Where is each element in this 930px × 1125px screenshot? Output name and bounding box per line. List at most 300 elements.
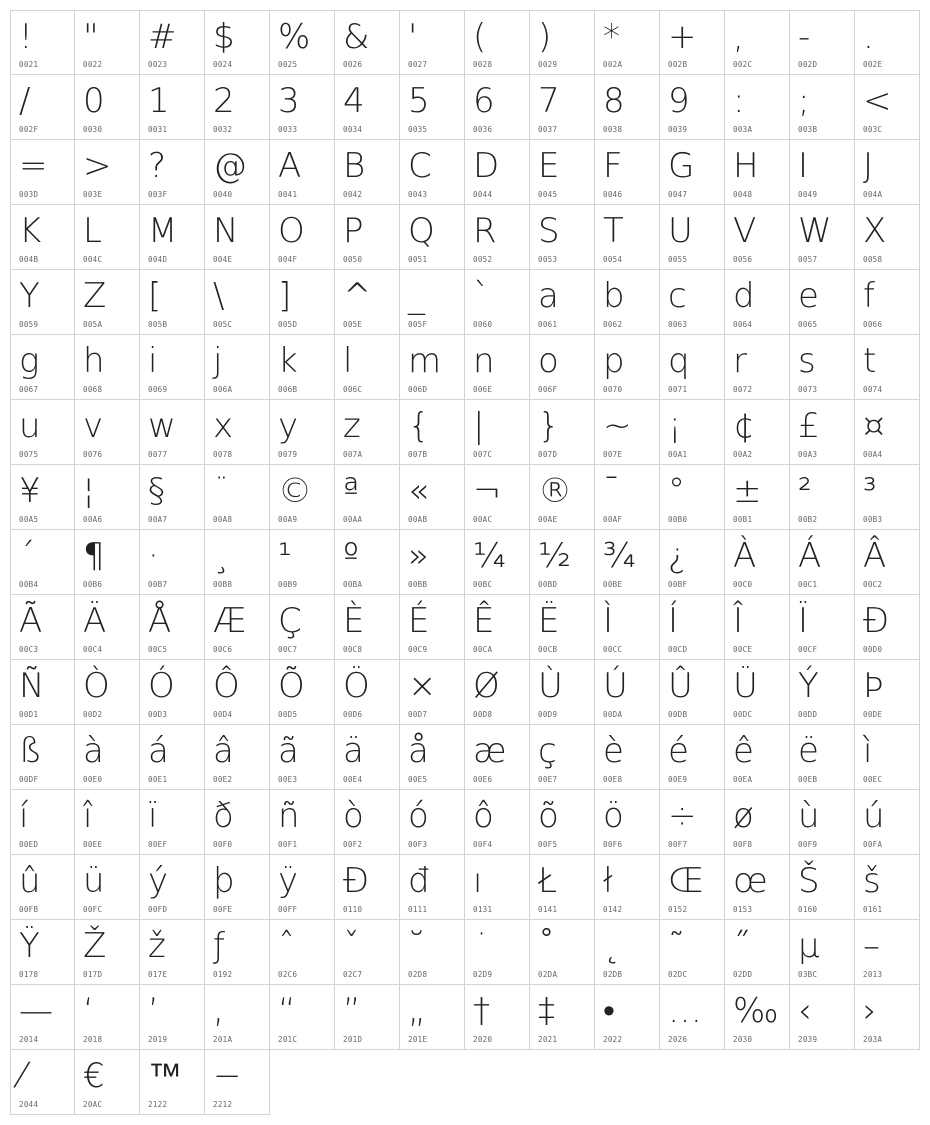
glyph-cell	[205, 725, 270, 790]
glyph-cell	[270, 725, 335, 790]
glyph-code: 00AB	[408, 515, 428, 524]
glyph-char: –	[863, 926, 880, 966]
glyph-char: 7	[538, 81, 560, 121]
glyph-char: ö	[603, 796, 624, 836]
glyph-code: 20AC	[83, 1100, 103, 1109]
glyph-char: €	[83, 1056, 105, 1096]
glyph-cell	[530, 335, 595, 400]
glyph-cell	[140, 75, 205, 140]
glyph-cell	[790, 400, 855, 465]
glyph-code: 2021	[538, 1035, 558, 1044]
glyph-code: 00AF	[603, 515, 623, 524]
glyph-code: 0063	[668, 320, 688, 329]
glyph-char: á	[148, 731, 169, 771]
glyph-char: '	[408, 17, 418, 57]
glyph-cell	[855, 725, 920, 790]
glyph-char: A	[278, 146, 302, 186]
glyph-code: 00E7	[538, 775, 558, 784]
glyph-char: ³	[863, 471, 877, 511]
glyph-code: 00C8	[343, 645, 363, 654]
glyph-code: 0047	[668, 190, 688, 199]
glyph-char: ¼	[473, 536, 506, 576]
glyph-char: n	[473, 341, 495, 381]
glyph-cell	[790, 530, 855, 595]
glyph-char: N	[213, 211, 239, 251]
glyph-cell	[10, 335, 75, 400]
glyph-char: i	[148, 341, 158, 381]
glyph-char: î	[83, 796, 93, 836]
glyph-char: #	[148, 17, 177, 57]
glyph-char: I	[798, 146, 809, 186]
glyph-cell	[465, 205, 530, 270]
glyph-code: 00FF	[278, 905, 298, 914]
glyph-code: 0037	[538, 125, 558, 134]
glyph-char: ™	[148, 1056, 182, 1096]
glyph-cell	[530, 985, 595, 1050]
glyph-char: Ł	[538, 861, 558, 901]
glyph-char: c	[668, 276, 687, 316]
glyph-cell	[10, 205, 75, 270]
glyph-code: 2026	[668, 1035, 688, 1044]
glyph-char: C	[408, 146, 432, 186]
glyph-char: .	[863, 17, 874, 57]
glyph-cell	[660, 205, 725, 270]
glyph-cell	[855, 855, 920, 920]
glyph-char: B	[343, 146, 366, 186]
glyph-char: ~	[603, 406, 632, 446]
glyph-char: Ý	[798, 666, 819, 706]
glyph-code: 00F8	[733, 840, 753, 849]
glyph-char: ˘	[408, 926, 425, 966]
glyph-char: Ì	[603, 601, 614, 641]
glyph-char: y	[278, 406, 299, 446]
glyph-char: *	[603, 17, 620, 57]
glyph-char: Đ	[343, 861, 370, 901]
glyph-code: 0050	[343, 255, 363, 264]
glyph-code: 006B	[278, 385, 298, 394]
glyph-code: 0044	[473, 190, 493, 199]
glyph-code: 00F3	[408, 840, 428, 849]
glyph-cell	[10, 270, 75, 335]
glyph-code: 0077	[148, 450, 168, 459]
glyph-char: Z	[83, 276, 107, 316]
glyph-code: 0025	[278, 60, 298, 69]
glyph-code: 00B0	[668, 515, 688, 524]
glyph-code: 02DB	[603, 970, 623, 979]
glyph-char: «	[408, 471, 429, 511]
glyph-char: ®	[538, 471, 572, 511]
glyph-code: 00F1	[278, 840, 298, 849]
glyph-code: 00BC	[473, 580, 493, 589]
glyph-char: U	[668, 211, 693, 251]
glyph-cell	[335, 75, 400, 140]
glyph-code: 0064	[733, 320, 753, 329]
glyph-char: ”	[343, 991, 361, 1031]
glyph-code: 2013	[863, 970, 883, 979]
glyph-code: 00C2	[863, 580, 883, 589]
glyph-char: \	[213, 276, 225, 316]
glyph-code: 00FC	[83, 905, 103, 914]
glyph-char: $	[213, 17, 235, 57]
glyph-code: 0022	[83, 60, 103, 69]
glyph-code: 00A3	[798, 450, 818, 459]
glyph-code: 00C9	[408, 645, 428, 654]
glyph-char: š	[863, 861, 881, 901]
glyph-code: 00D1	[19, 710, 39, 719]
glyph-char: ¾	[603, 536, 636, 576]
glyph-char: Ž	[83, 926, 107, 966]
glyph-code: 0046	[603, 190, 623, 199]
glyph-code: 2212	[213, 1100, 233, 1109]
glyph-cell	[790, 660, 855, 725]
glyph-cell	[530, 855, 595, 920]
glyph-char: -	[798, 17, 811, 57]
glyph-cell	[270, 335, 335, 400]
glyph-char: ¥	[19, 471, 41, 511]
glyph-char: à	[83, 731, 104, 771]
glyph-cell	[855, 270, 920, 335]
glyph-code: 00F5	[538, 840, 558, 849]
glyph-code: 0048	[733, 190, 753, 199]
glyph-cell	[335, 270, 400, 335]
glyph-cell	[595, 140, 660, 205]
glyph-cell	[725, 140, 790, 205]
glyph-char: ł	[603, 861, 613, 901]
glyph-char: q	[668, 341, 690, 381]
glyph-code: 00EC	[863, 775, 883, 784]
glyph-cell	[400, 920, 465, 985]
glyph-cell	[75, 530, 140, 595]
glyph-char: u	[19, 406, 41, 446]
glyph-cell	[75, 140, 140, 205]
glyph-code: 003C	[863, 125, 883, 134]
glyph-cell	[335, 205, 400, 270]
glyph-cell	[725, 790, 790, 855]
glyph-cell	[205, 920, 270, 985]
glyph-char: O	[278, 211, 305, 251]
glyph-code: 005C	[213, 320, 233, 329]
glyph-cell	[725, 465, 790, 530]
glyph-code: 0068	[83, 385, 103, 394]
glyph-code: 00B9	[278, 580, 298, 589]
glyph-code: 2044	[19, 1100, 39, 1109]
glyph-char: ¡	[668, 406, 682, 446]
glyph-cell	[595, 725, 660, 790]
glyph-cell	[205, 985, 270, 1050]
glyph-cell	[855, 335, 920, 400]
glyph-char: í	[19, 796, 29, 836]
glyph-cell	[660, 790, 725, 855]
glyph-cell	[75, 790, 140, 855]
glyph-cell	[530, 725, 595, 790]
glyph-code: 004B	[19, 255, 39, 264]
glyph-char: ˝	[733, 926, 750, 966]
glyph-char: 0	[83, 81, 105, 121]
glyph-code: 00F6	[603, 840, 623, 849]
glyph-char: —	[19, 991, 53, 1031]
glyph-cell	[270, 855, 335, 920]
glyph-code: 0079	[278, 450, 298, 459]
glyph-char: º	[343, 536, 360, 576]
glyph-code: 00A1	[668, 450, 688, 459]
glyph-code: 00B3	[863, 515, 883, 524]
glyph-code: 007E	[603, 450, 623, 459]
glyph-cell	[335, 660, 400, 725]
glyph-cell	[335, 725, 400, 790]
glyph-char: J	[863, 146, 874, 186]
glyph-char: T	[603, 211, 624, 251]
glyph-char: Í	[668, 601, 679, 641]
glyph-char: M	[148, 211, 178, 251]
glyph-code: 0033	[278, 125, 298, 134]
glyph-cell	[335, 790, 400, 855]
glyph-cell	[140, 270, 205, 335]
glyph-char: Û	[668, 666, 693, 706]
glyph-cell	[205, 335, 270, 400]
glyph-code: 00B7	[148, 580, 168, 589]
glyph-code: 00EB	[798, 775, 818, 784]
glyph-char: ¤	[863, 406, 885, 446]
glyph-code: 00E8	[603, 775, 623, 784]
glyph-cell	[790, 725, 855, 790]
glyph-char: ×	[408, 666, 437, 706]
glyph-code: 0178	[19, 970, 39, 979]
glyph-code: 00ED	[19, 840, 39, 849]
glyph-char: è	[603, 731, 624, 771]
glyph-code: 0078	[213, 450, 233, 459]
glyph-code: 00DD	[798, 710, 818, 719]
glyph-cell	[855, 140, 920, 205]
glyph-char: ½	[538, 536, 571, 576]
glyph-cell	[75, 985, 140, 1050]
glyph-char: ƒ	[213, 926, 225, 966]
glyph-code: 0040	[213, 190, 233, 199]
glyph-cell	[660, 985, 725, 1050]
glyph-cell	[660, 335, 725, 400]
glyph-char: â	[213, 731, 234, 771]
glyph-code: 00CE	[733, 645, 753, 654]
glyph-char: Q	[408, 211, 435, 251]
glyph-char: R	[473, 211, 497, 251]
glyph-char: ;	[798, 81, 810, 121]
glyph-code: 00DC	[733, 710, 753, 719]
glyph-char: ¹	[278, 536, 292, 576]
glyph-cell	[270, 75, 335, 140]
glyph-code: 0026	[343, 60, 363, 69]
glyph-cell	[790, 270, 855, 335]
glyph-char: †	[473, 991, 490, 1031]
glyph-char: `	[473, 276, 490, 316]
glyph-cell	[400, 335, 465, 400]
glyph-cell	[400, 725, 465, 790]
glyph-char: û	[19, 861, 41, 901]
glyph-code: 00E3	[278, 775, 298, 784]
glyph-cell	[270, 270, 335, 335]
glyph-cell	[595, 270, 660, 335]
glyph-char: ð	[213, 796, 234, 836]
glyph-char: Ñ	[19, 666, 45, 706]
glyph-code: 006A	[213, 385, 233, 394]
glyph-code: 0065	[798, 320, 818, 329]
glyph-cell	[270, 985, 335, 1050]
glyph-code: 00A7	[148, 515, 168, 524]
glyph-cell	[400, 855, 465, 920]
glyph-char: F	[603, 146, 623, 186]
glyph-char: =	[19, 146, 48, 186]
glyph-cell	[75, 335, 140, 400]
glyph-cell	[205, 530, 270, 595]
glyph-code: 0069	[148, 385, 168, 394]
glyph-cell	[10, 920, 75, 985]
glyph-char: E	[538, 146, 560, 186]
glyph-cell	[140, 855, 205, 920]
glyph-code: 0110	[343, 905, 363, 914]
glyph-code: 00A6	[83, 515, 103, 524]
glyph-char: Ê	[473, 601, 495, 641]
glyph-code: 2122	[148, 1100, 168, 1109]
glyph-cell	[595, 335, 660, 400]
glyph-char: %	[278, 17, 311, 57]
glyph-cell	[75, 725, 140, 790]
glyph-cell	[530, 75, 595, 140]
glyph-cell	[855, 660, 920, 725]
glyph-cell	[790, 75, 855, 140]
glyph-char: ù	[798, 796, 820, 836]
glyph-code: 00C3	[19, 645, 39, 654]
glyph-char: É	[408, 601, 430, 641]
glyph-cell	[270, 530, 335, 595]
glyph-code: 0038	[603, 125, 623, 134]
glyph-code: 00B8	[213, 580, 233, 589]
glyph-char: m	[408, 341, 442, 381]
glyph-char: t	[863, 341, 877, 381]
glyph-code: 0051	[408, 255, 428, 264]
glyph-cell	[10, 595, 75, 660]
glyph-code: 00C6	[213, 645, 233, 654]
glyph-char: ⁄	[19, 1056, 25, 1096]
glyph-cell	[335, 530, 400, 595]
glyph-char: )	[538, 17, 552, 57]
glyph-cell	[140, 205, 205, 270]
glyph-cell	[205, 205, 270, 270]
glyph-cell	[530, 10, 595, 75]
glyph-char: Æ	[213, 601, 247, 641]
glyph-cell	[335, 335, 400, 400]
glyph-char: å	[408, 731, 429, 771]
glyph-char: {	[408, 406, 430, 446]
glyph-code: 0066	[863, 320, 883, 329]
glyph-code: 00B2	[798, 515, 818, 524]
glyph-char: ı	[473, 861, 483, 901]
glyph-cell	[595, 75, 660, 140]
glyph-code: 0036	[473, 125, 493, 134]
glyph-code: 00CB	[538, 645, 558, 654]
glyph-char: d	[733, 276, 755, 316]
glyph-code: 0049	[798, 190, 818, 199]
glyph-cell	[530, 660, 595, 725]
glyph-cell	[725, 270, 790, 335]
glyph-char: ¨	[213, 471, 230, 511]
glyph-code: 00A4	[863, 450, 883, 459]
glyph-code: 02DD	[733, 970, 753, 979]
glyph-char: ˙	[473, 926, 490, 966]
glyph-char: Ë	[538, 601, 560, 641]
glyph-cell	[465, 790, 530, 855]
glyph-char: _	[408, 276, 425, 316]
glyph-code: 004C	[83, 255, 103, 264]
glyph-code: 00EF	[148, 840, 168, 849]
glyph-cell	[855, 465, 920, 530]
glyph-cell	[10, 140, 75, 205]
glyph-code: 0045	[538, 190, 558, 199]
glyph-code: 00D0	[863, 645, 883, 654]
glyph-char: Õ	[278, 666, 305, 706]
glyph-cell	[465, 75, 530, 140]
glyph-code: 00C1	[798, 580, 818, 589]
glyph-cell	[270, 595, 335, 660]
glyph-char: p	[603, 341, 625, 381]
glyph-char: Î	[733, 601, 744, 641]
glyph-char: ê	[733, 731, 754, 771]
glyph-code: 0141	[538, 905, 558, 914]
glyph-code: 0030	[83, 125, 103, 134]
glyph-cell	[595, 205, 660, 270]
glyph-char: ´	[19, 536, 36, 576]
glyph-cell	[10, 725, 75, 790]
glyph-cell	[140, 790, 205, 855]
glyph-cell	[270, 140, 335, 205]
glyph-char: ‡	[538, 991, 555, 1031]
glyph-char: 2	[213, 81, 235, 121]
glyph-char: ü	[83, 861, 105, 901]
glyph-code: 0042	[343, 190, 363, 199]
glyph-char: ·	[148, 536, 159, 576]
glyph-code: 017E	[148, 970, 168, 979]
glyph-char: K	[19, 211, 42, 251]
glyph-char: −	[213, 1056, 242, 1096]
glyph-cell	[10, 985, 75, 1050]
glyph-code: 201D	[343, 1035, 363, 1044]
glyph-cell	[595, 10, 660, 75]
glyph-code: 002C	[733, 60, 753, 69]
glyph-cell	[10, 75, 75, 140]
glyph-cell	[465, 985, 530, 1050]
glyph-code: 0041	[278, 190, 298, 199]
glyph-cell	[465, 595, 530, 660]
glyph-cell	[205, 855, 270, 920]
glyph-cell	[855, 75, 920, 140]
glyph-cell	[140, 725, 205, 790]
glyph-cell	[10, 855, 75, 920]
glyph-cell	[725, 335, 790, 400]
glyph-cell	[205, 10, 270, 75]
glyph-cell	[270, 920, 335, 985]
glyph-code: 00B1	[733, 515, 753, 524]
glyph-cell	[75, 465, 140, 530]
glyph-code: 00FE	[213, 905, 233, 914]
glyph-code: 00D5	[278, 710, 298, 719]
glyph-cell	[270, 790, 335, 855]
glyph-code: 0029	[538, 60, 558, 69]
glyph-code: 00BA	[343, 580, 363, 589]
glyph-char: ú	[863, 796, 885, 836]
glyph-char: Š	[798, 861, 820, 901]
glyph-cell	[400, 985, 465, 1050]
glyph-code: 00F0	[213, 840, 233, 849]
glyph-code: 00BD	[538, 580, 558, 589]
glyph-cell	[725, 75, 790, 140]
glyph-char: b	[603, 276, 625, 316]
